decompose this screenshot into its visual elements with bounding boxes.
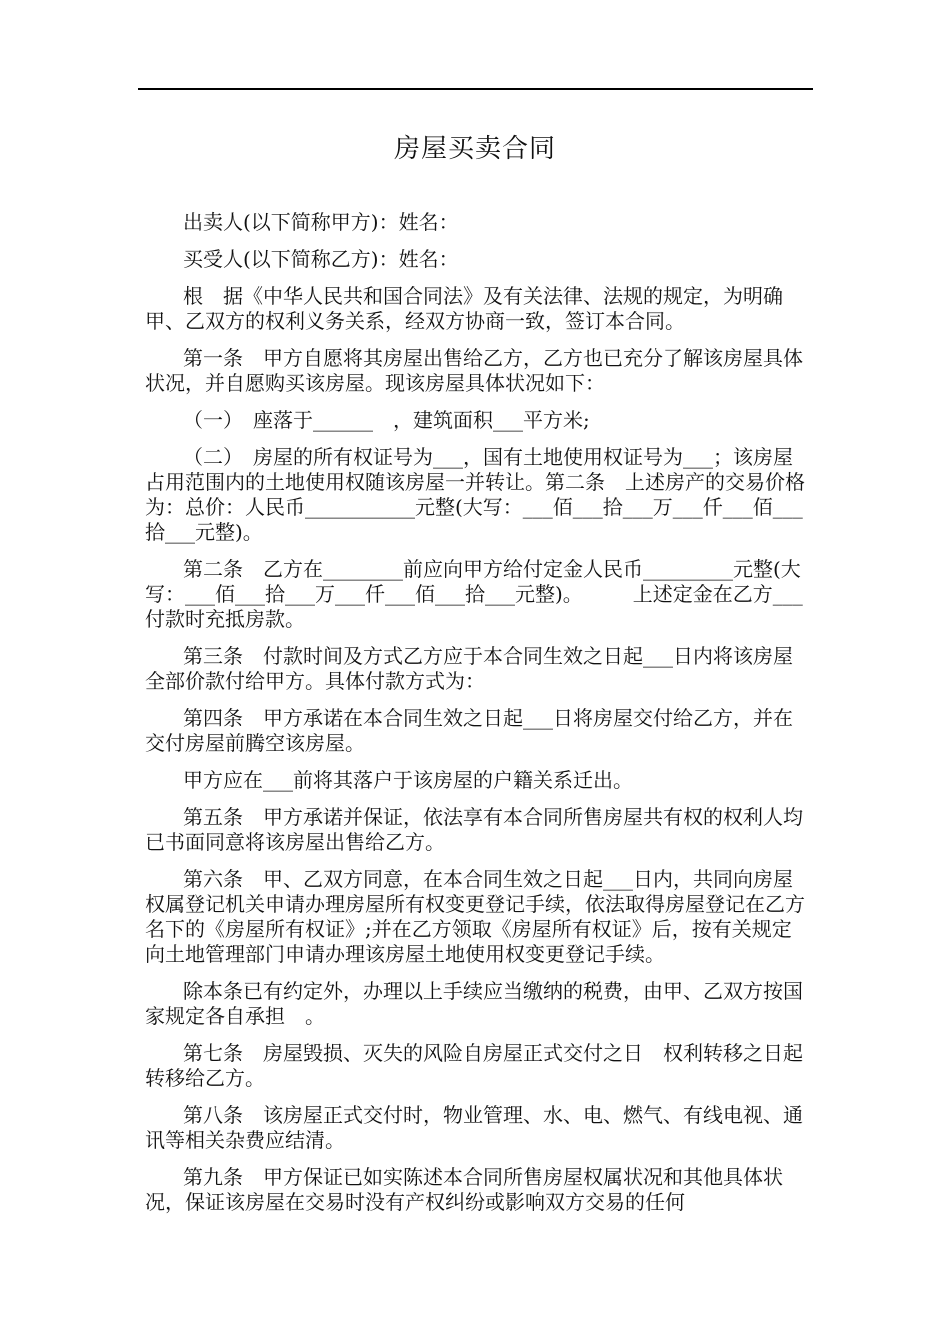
paragraph-household: 甲方应在___前将其落户于该房屋的户籍关系迁出。 bbox=[183, 768, 633, 792]
paragraph-buyer: 买受人(以下简称乙方)：姓名： bbox=[183, 247, 459, 271]
paragraph-article-5: 第五条 甲方承诺并保证，依法享有本合同所售房屋共有权的权利人均已书面同意将该房屋出售给乙方。 bbox=[145, 805, 803, 854]
paragraph-article-3: 第三条 付款时间及方式乙方应于本合同生效之日起___日内将该房屋全部价款付给甲方。具体付款方式为： bbox=[145, 644, 793, 693]
paragraph-article-6: 第六条 甲、乙双方同意，在本合同生效之日起___日内，共同向房屋权属登记机关申请办理房屋所有权变更登记手续，依法取得房屋登记在乙方名下的《房屋所有权证》;并在乙方领取《房屋所有权证》后，按有关规定向土地管理部门申请办理该房屋土地使用权变更登记手续。 bbox=[145, 867, 805, 966]
paragraph-item-2: （二） 房屋的所有权证号为___，国有土地使用权证号为___；该房屋占用范围内的土地使用权随该房屋一并转让。第二条 上述房产的交易价格为：总价：人民币___________元整(大写：___佰___拾___万___仟___佰___拾___元整)。 bbox=[145, 445, 805, 544]
paragraph-taxes: 除本条已有约定外，办理以上手续应当缴纳的税费，由甲、乙双方按国家规定各自承担 。 bbox=[145, 979, 803, 1028]
paragraph-article-7: 第七条 房屋毁损、灭失的风险自房屋正式交付之日 权利转移之日起转移给乙方。 bbox=[145, 1041, 803, 1090]
paragraph-preamble: 根 据《中华人民共和国合同法》及有关法律、法规的规定，为明确甲、乙双方的权利义务关系，经双方协商一致，签订本合同。 bbox=[145, 284, 783, 333]
paragraph-article-9: 第九条 甲方保证已如实陈述本合同所售房屋权属状况和其他具体状况，保证该房屋在交易时没有产权纠纷或影响双方交易的任何 bbox=[145, 1165, 783, 1214]
contract-body bbox=[145, 210, 807, 1227]
document-title: 房屋买卖合同 bbox=[393, 134, 556, 164]
paragraph-article-4: 第四条 甲方承诺在本合同生效之日起___日将房屋交付给乙方，并在交付房屋前腾空该房屋。 bbox=[145, 706, 793, 755]
paragraph-item-1: （一） 座落于______ ，建筑面积___平方米; bbox=[183, 408, 590, 432]
paragraph-article-1: 第一条 甲方自愿将其房屋出售给乙方，乙方也已充分了解该房屋具体状况，并自愿购买该房屋。现该房屋具体状况如下： bbox=[145, 346, 803, 395]
paragraph-article-2: 第二条 乙方在________前应向甲方给付定金人民币_________元整(大写：___佰___拾___万___仟___佰___拾___元整)。 上述定金在乙方___付款时充抵房款。 bbox=[145, 557, 803, 631]
paragraph-seller: 出卖人(以下简称甲方)：姓名： bbox=[183, 210, 459, 234]
paragraph-article-8: 第八条 该房屋正式交付时，物业管理、水、电、燃气、有线电视、通讯等相关杂费应结清。 bbox=[145, 1103, 803, 1152]
header-rule bbox=[138, 88, 813, 90]
